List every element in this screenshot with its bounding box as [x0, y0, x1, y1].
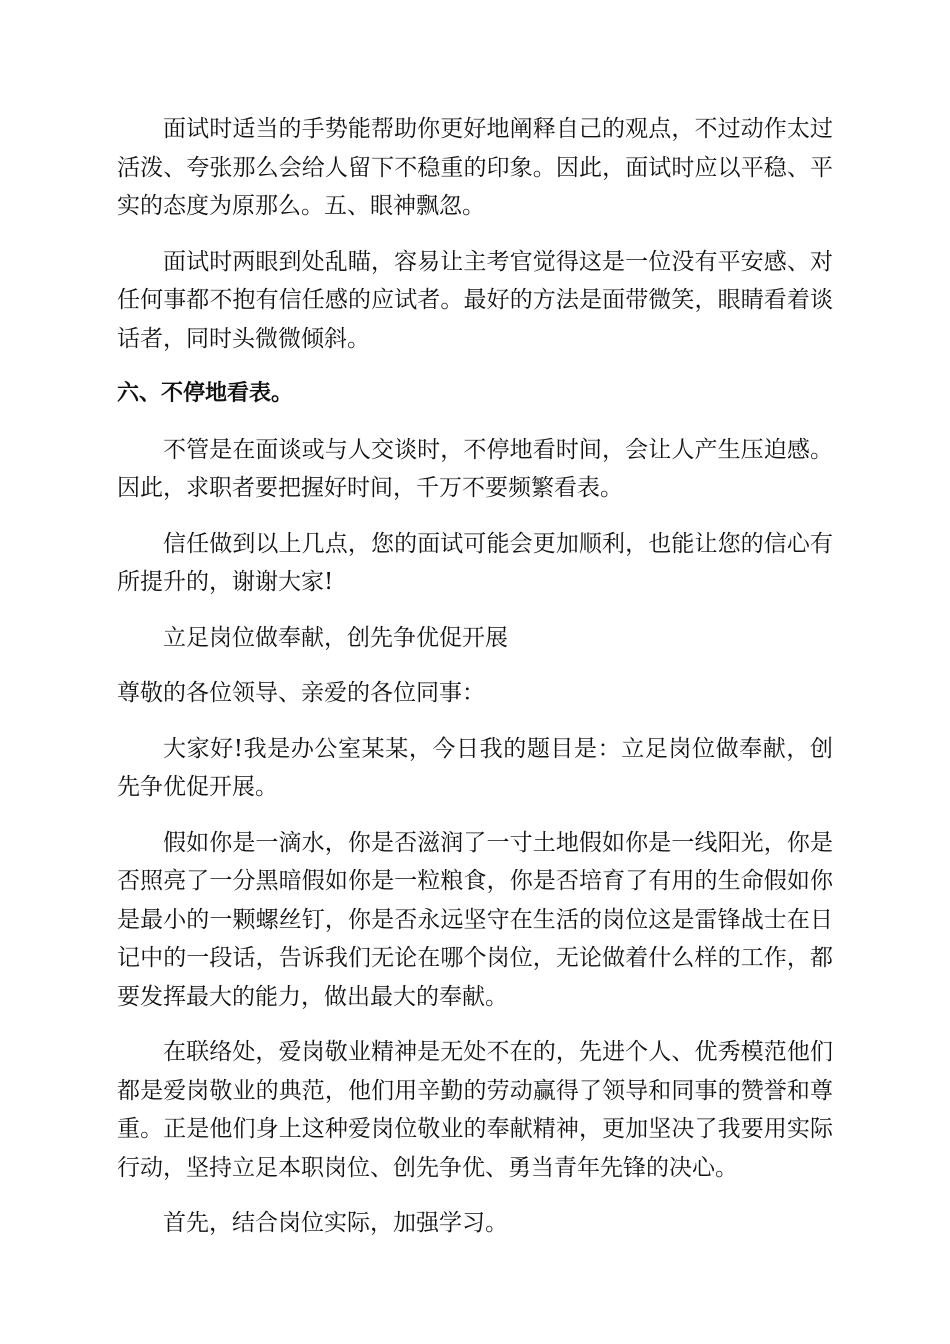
document-body — [117, 110, 833, 1260]
paragraph-closing: 信任做到以上几点，您的面试可能会更加顺利，也能让您的信心有所提升的，谢谢大家! — [117, 530, 833, 595]
paragraph-dedication: 在联络处，爱岗敬业精神是无处不在的，先进个人、优秀模范他们都是爱岗敬业的典范，他们用辛勤的劳动赢得了领导和同事的赞誉和尊重。正是他们身上这种爱岗位敬业的奉献精神，更加坚决了我要用实际行动，坚持立足本职岗位、创先争优、勇当青年先锋的决心。 — [117, 1039, 833, 1181]
speech-title: 立足岗位做奉献，创先争优促开展 — [163, 624, 508, 651]
paragraph-lei-feng: 假如你是一滴水，你是否滋润了一寸土地假如你是一线阳光，你是否照亮了一分黑暗假如你是一粒粮食，你是否培育了有用的生命假如你是最小的一颗螺丝钉，你是否永远坚守在生活的岗位这是雷锋战士在日记中的一段话，告诉我们无论在哪个岗位，无论做着什么样的工作，都要发挥最大的能力，做出最大的奉献。 — [117, 829, 833, 1010]
paragraph-greeting: 大家好!我是办公室某某，今日我的题目是：立足岗位做奉献，创先争优促开展。 — [117, 735, 833, 800]
paragraph-watch: 不管是在面谈或与人交谈时，不停地看时间，会让人产生压迫感。因此，求职者要把握好时间，千万不要频繁看表。 — [117, 436, 833, 501]
speech-salutation: 尊敬的各位领导、亲爱的各位同事： — [117, 680, 485, 706]
paragraph-gestures: 面试时适当的手势能帮助你更好地阐释自己的观点，不过动作太过活泼、夸张那么会给人留下不稳重的印象。因此，面试时应以平稳、平实的态度为原那么。五、眼神飘忽。 — [117, 116, 833, 219]
section-heading-watch: 六、不停地看表。 — [117, 381, 294, 406]
paragraph-first-point: 首先，结合岗位实际，加强学习。 — [163, 1210, 508, 1236]
paragraph-eye-contact: 面试时两眼到处乱瞄，容易让主考官觉得这是一位没有平安感、对任何事都不抱有信任感的应试者。最好的方法是面带微笑，眼睛看着谈话者，同时头微微倾斜。 — [117, 248, 833, 352]
